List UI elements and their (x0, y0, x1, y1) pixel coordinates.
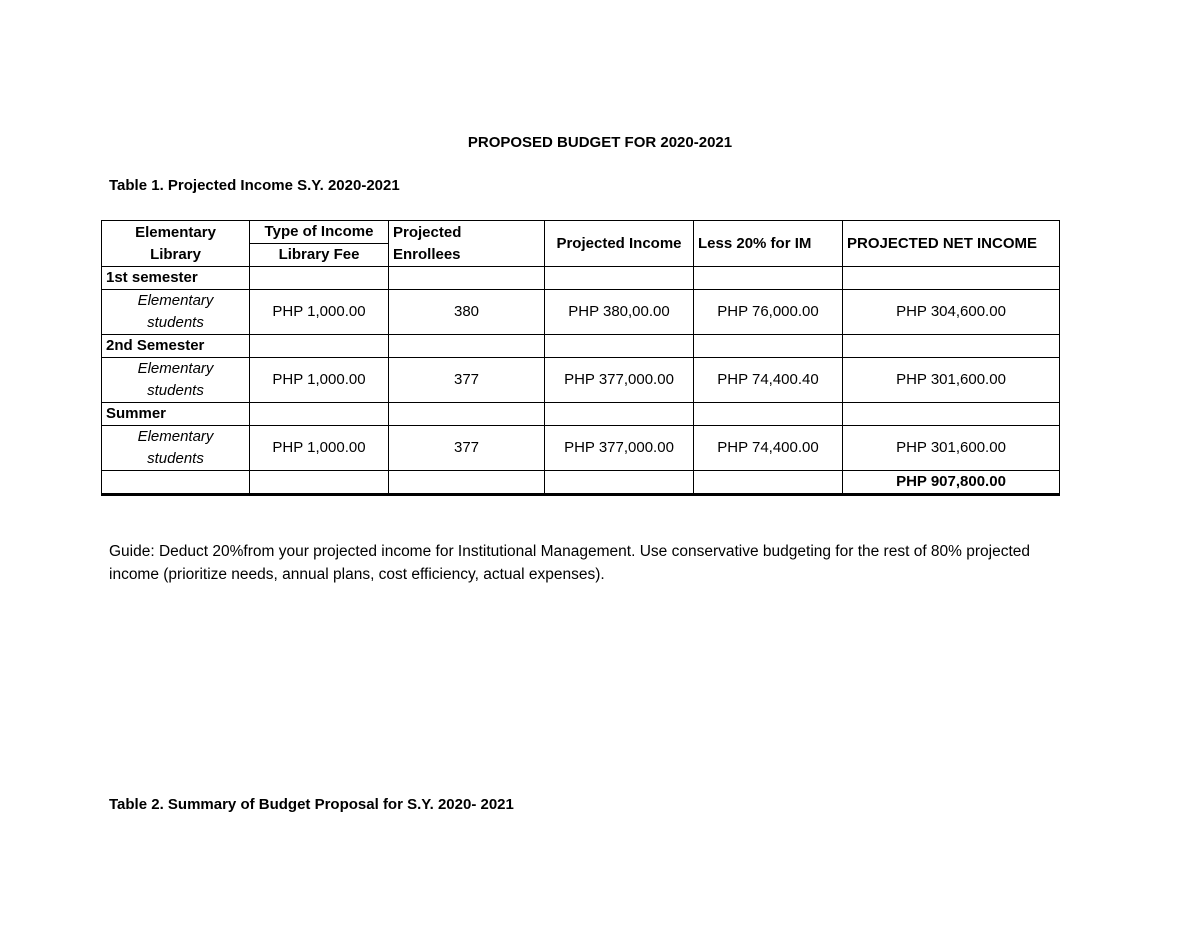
fee-cell: PHP 1,000.00 (250, 358, 389, 403)
net-cell: PHP 301,600.00 (843, 426, 1060, 471)
header-projected-enrollees (389, 221, 545, 267)
header-col2-top: Type of Income (250, 221, 388, 244)
table-row (102, 358, 1060, 403)
header-less-20: Less 20% for IM (694, 221, 843, 267)
enrollees-cell: 377 (389, 426, 545, 471)
net-cell: PHP 304,600.00 (843, 290, 1060, 335)
less-cell: PHP 74,400.40 (694, 358, 843, 403)
row-label (102, 358, 250, 403)
row-label (102, 426, 250, 471)
enrollees-cell: 377 (389, 358, 545, 403)
header-col1-line2: Library (150, 245, 201, 263)
row-label (102, 290, 250, 335)
header-col1-line1: Elementary (135, 223, 216, 241)
table2-caption: Table 2. Summary of Budget Proposal for S.Y. 2020- 2021 (109, 796, 514, 813)
less-cell: PHP 74,400.00 (694, 426, 843, 471)
fee-cell: PHP 1,000.00 (250, 290, 389, 335)
section-label: 1st semester (102, 267, 250, 290)
guide-text: Guide: Deduct 20%from your projected income for Institutional Management. Use conservative budgeting for the rest of 80% projected income (prioritize needs, annual plans, cost efficiency, actual expenses). (109, 543, 1031, 583)
enrollees-cell: 380 (389, 290, 545, 335)
section-label-row (102, 335, 1060, 358)
header-col3-line2: Enrollees (393, 245, 461, 263)
section-label: 2nd Semester (102, 335, 250, 358)
table1-caption: Table 1. Projected Income S.Y. 2020-2021 (109, 177, 400, 194)
document-title: PROPOSED BUDGET FOR 2020-2021 (467, 134, 733, 151)
row-label-line1: Elementary (137, 292, 214, 309)
header-col3-line1: Projected (393, 223, 462, 241)
table-row (102, 426, 1060, 471)
section-label-row (102, 403, 1060, 426)
total-net-income: PHP 907,800.00 (843, 471, 1060, 495)
header-elementary-library (102, 221, 250, 267)
fee-cell: PHP 1,000.00 (250, 426, 389, 471)
header-type-of-income (250, 221, 389, 267)
section-label-row (102, 267, 1060, 290)
header-net-income: PROJECTED NET INCOME (843, 221, 1060, 267)
table-row (102, 290, 1060, 335)
net-cell: PHP 301,600.00 (843, 358, 1060, 403)
header-projected-income: Projected Income (545, 221, 694, 267)
less-cell: PHP 76,000.00 (694, 290, 843, 335)
row-label-line1: Elementary (137, 360, 214, 377)
income-cell: PHP 377,000.00 (545, 426, 694, 471)
header-col2-bottom: Library Fee (278, 246, 360, 263)
income-cell: PHP 377,000.00 (545, 358, 694, 403)
table-header-row (102, 221, 1060, 267)
row-label-line2: students (147, 382, 204, 399)
row-label-line2: students (147, 314, 204, 331)
income-cell: PHP 380,00.00 (545, 290, 694, 335)
row-label-line2: students (147, 450, 204, 467)
projected-income-table (101, 220, 1060, 496)
total-row (102, 471, 1060, 495)
section-label: Summer (102, 403, 250, 426)
row-label-line1: Elementary (137, 428, 214, 445)
